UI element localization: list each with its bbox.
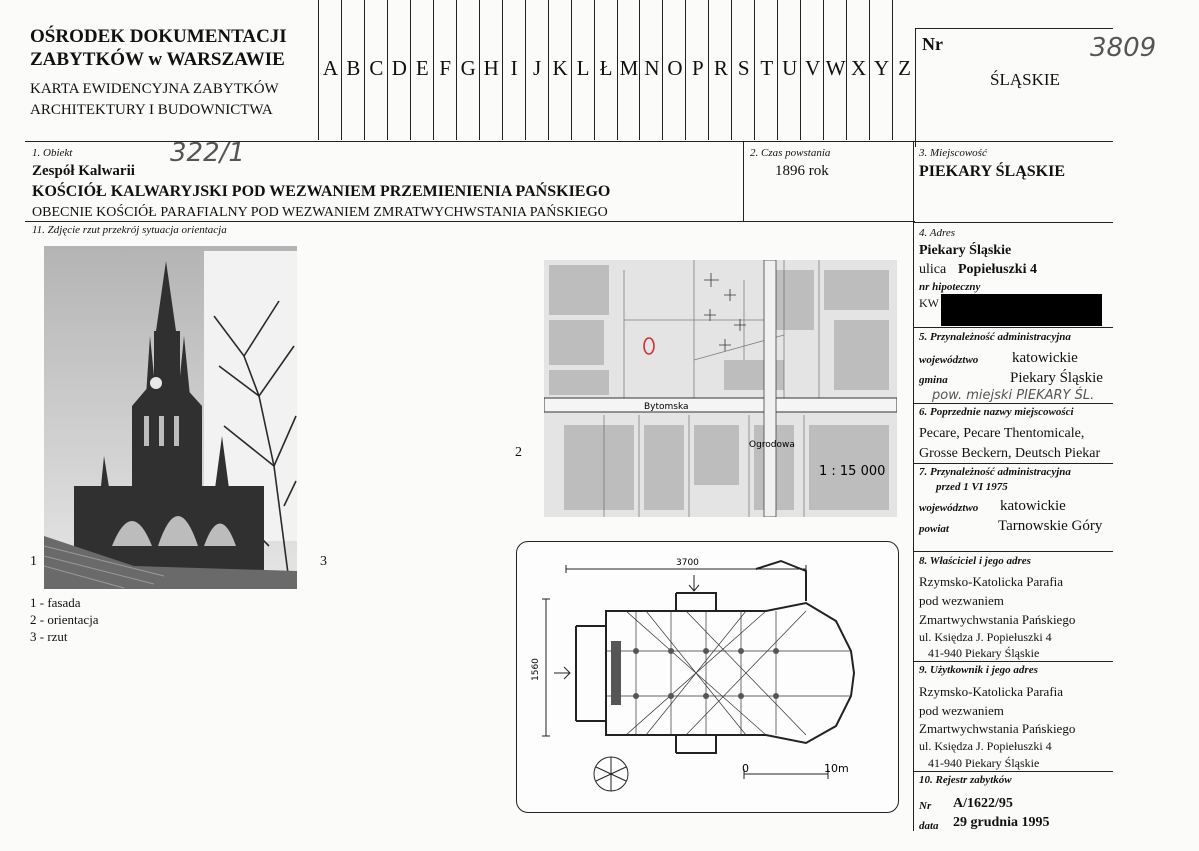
object-current: OBECNIE KOŚCIÓŁ PARAFIALNY POD WEZWANIEM ZMRATWYCHWSTANIA PAŃSKIEGO [32, 205, 608, 220]
gmina-label: gmina [919, 374, 948, 386]
field5-label: 5. Przynależność administracyjna [919, 331, 1071, 343]
index-letter-cell [318, 0, 342, 140]
divider [913, 771, 1113, 772]
index-letter-cell [617, 0, 641, 140]
index-letter-cell [410, 0, 434, 140]
field11-label: 11. Zdjęcie rzut przekrój sytuacja orientacja [32, 224, 227, 236]
field10-label: 10. Rejestr zabytków [919, 774, 1012, 786]
index-letter: Y [873, 56, 890, 80]
former-names-2: Grosse Beckern, Deutsch Piekar [919, 446, 1101, 461]
register-nr: A/1622/95 [953, 796, 1013, 811]
divider [913, 661, 1113, 662]
handwritten-object-no: 322/1 [170, 138, 245, 168]
index-letter: X [851, 56, 867, 80]
index-letter-cell [777, 0, 801, 140]
user-line-2: pod wezwaniem [919, 703, 1004, 718]
index-letter: U [782, 56, 798, 80]
index-letter: F [439, 56, 452, 80]
index-letter-cell [708, 0, 732, 140]
index-letter-cell [571, 0, 595, 140]
object-complex: Zespół Kalwarii [32, 163, 135, 179]
index-letter-cell [731, 0, 755, 140]
field2-label: 2. Czas powstania [750, 147, 831, 159]
kw-label: KW [919, 296, 939, 310]
org-line-2: ZABYTKÓW w WARSZAWIE [30, 49, 285, 70]
locality: PIEKARY ŚLĄSKIE [919, 163, 1065, 180]
index-letter-cell [685, 0, 709, 140]
divider [25, 221, 915, 222]
plan-height-dimension: 1560 [531, 658, 541, 681]
index-letter: A [322, 56, 339, 80]
user-line-5: 41-940 Piekary Śląskie [928, 756, 1040, 770]
register-date: 29 grudnia 1995 [953, 815, 1050, 830]
street-label-bytomska: Bytomska [644, 402, 689, 412]
index-letter: I [510, 56, 518, 80]
index-letter: J [533, 56, 542, 80]
divider [913, 141, 914, 831]
index-letter-cell [364, 0, 388, 140]
plan-width-dimension: 3700 [676, 558, 699, 568]
index-letter-cell [754, 0, 778, 140]
field1-label: 1. Obiekt [32, 147, 73, 159]
index-letter: T [760, 56, 774, 80]
index-letter-cell [341, 0, 365, 140]
index-letter-cell [892, 0, 916, 140]
index-letter: Ł [599, 56, 613, 80]
owner-line-1: Rzymsko-Katolicka Parafia [919, 574, 1064, 589]
scale-bar-zero: 0 [742, 762, 749, 775]
index-letter-cell [846, 0, 870, 140]
field7-woj-value: katowickie [1000, 498, 1066, 514]
voivodeship: ŚLĄSKIE [990, 70, 1060, 89]
floor-plan-drawing [516, 541, 897, 811]
field7-powiat-label: powiat [919, 523, 949, 535]
divider [913, 463, 1113, 464]
card-line-2: ARCHITEKTURY I BUDOWNICTWA [30, 102, 273, 118]
field7-label-2: przed 1 VI 1975 [936, 481, 1008, 493]
build-date: 1896 rok [775, 163, 829, 179]
index-letter: O [667, 56, 683, 80]
user-line-3: Zmartwychwstania Pańskiego [919, 721, 1076, 736]
handwritten-nr: 3809 [1090, 33, 1157, 63]
legend-rzut: 3 - rzut [30, 629, 68, 644]
handwritten-county: pow. miejski PIEKARY ŚL. [932, 388, 1095, 403]
gmina-value: Piekary Śląskie [1010, 370, 1103, 386]
field4-label: 4. Adres [919, 227, 956, 239]
index-letter: R [713, 56, 728, 80]
address-city: Piekary Śląskie [919, 243, 1012, 258]
owner-line-4: ul. Księdza J. Popiełuszki 4 [919, 630, 1052, 644]
index-letter-cell [502, 0, 526, 140]
index-letter-cell [456, 0, 480, 140]
index-letter-cell [387, 0, 411, 140]
address-street-label: ulica [919, 262, 947, 277]
divider [913, 222, 1113, 223]
index-letter: D [391, 56, 407, 80]
map-number-2: 2 [515, 445, 522, 460]
index-letter-cell [869, 0, 893, 140]
index-letter-cell [823, 0, 847, 140]
index-letter: C [369, 56, 384, 80]
field8-label: 8. Właściciel i jego adres [919, 555, 1031, 567]
field6-label: 6. Poprzednie nazwy miejscowości [919, 406, 1074, 418]
index-letter: P [692, 56, 704, 80]
divider [743, 141, 744, 221]
index-letter-cell [800, 0, 824, 140]
index-letter-cell [548, 0, 572, 140]
index-letter: S [737, 56, 750, 80]
user-line-1: Rzymsko-Katolicka Parafia [919, 684, 1064, 699]
owner-line-5: 41-940 Piekary Śląskie [928, 646, 1040, 660]
woj-label: województwo [919, 354, 979, 366]
index-letter-cell [479, 0, 503, 140]
index-letter: E [415, 56, 429, 80]
index-letter: H [483, 56, 499, 80]
index-letter: N [644, 56, 660, 80]
index-letter-cell [662, 0, 686, 140]
legend-fasada: 1 - fasada [30, 595, 81, 610]
street-label-ogrodowa: Ogrodowa [749, 440, 795, 450]
divider [913, 551, 1113, 552]
photo-number-3: 3 [320, 554, 327, 569]
photo-number-1: 1 [30, 554, 37, 569]
index-letter-cell [525, 0, 549, 140]
divider [915, 28, 1113, 29]
index-letter: G [460, 56, 476, 80]
index-letter-cell [433, 0, 457, 140]
orientation-map [544, 260, 897, 517]
index-letter: Z [898, 56, 911, 80]
index-letter: L [576, 56, 590, 80]
index-letter-cell [639, 0, 663, 140]
redaction-bar [941, 294, 1102, 326]
register-date-label: data [919, 820, 939, 832]
index-letter: B [346, 56, 361, 80]
divider [913, 403, 1113, 404]
owner-line-2: pod wezwaniem [919, 593, 1004, 608]
index-letter-cell [594, 0, 618, 140]
field7-label: 7. Przynależność administracyjna [919, 466, 1071, 478]
index-letter: K [552, 56, 568, 80]
former-names-1: Pecare, Pecare Thentomicale, [919, 426, 1085, 441]
address-street: Popiełuszki 4 [958, 262, 1037, 277]
register-nr-label: Nr [919, 800, 932, 812]
card-line-1: KARTA EWIDENCYJNA ZABYTKÓW [30, 81, 279, 97]
church-facade-photo [44, 246, 297, 589]
index-letter: M [619, 56, 639, 80]
user-line-4: ul. Księdza J. Popiełuszki 4 [919, 739, 1052, 753]
legend-orientacja: 2 - orientacja [30, 612, 99, 627]
woj-value: katowickie [1012, 350, 1078, 366]
nr-label: Nr [922, 34, 943, 54]
owner-line-3: Zmartwychwstania Pańskiego [919, 612, 1076, 627]
index-letter: V [805, 56, 821, 80]
field9-label: 9. Użytkownik i jego adres [919, 664, 1038, 676]
org-line-1: OŚRODEK DOKUMENTACJI [30, 26, 287, 47]
scale-bar-ten: 10m [824, 762, 849, 775]
mortgage-label: nr hipoteczny [919, 281, 981, 293]
field3-label: 3. Miejscowość [919, 147, 987, 159]
field7-powiat-value: Tarnowskie Góry [998, 518, 1103, 534]
object-name: KOŚCIÓŁ KALWARYJSKI POD WEZWANIEM PRZEMIENIENIA PAŃSKIEGO [32, 183, 611, 200]
field7-woj-label: województwo [919, 502, 979, 514]
index-letter: W [825, 56, 846, 80]
map-scale: 1 : 15 000 [819, 464, 886, 479]
divider [913, 327, 1113, 328]
divider [915, 28, 916, 147]
